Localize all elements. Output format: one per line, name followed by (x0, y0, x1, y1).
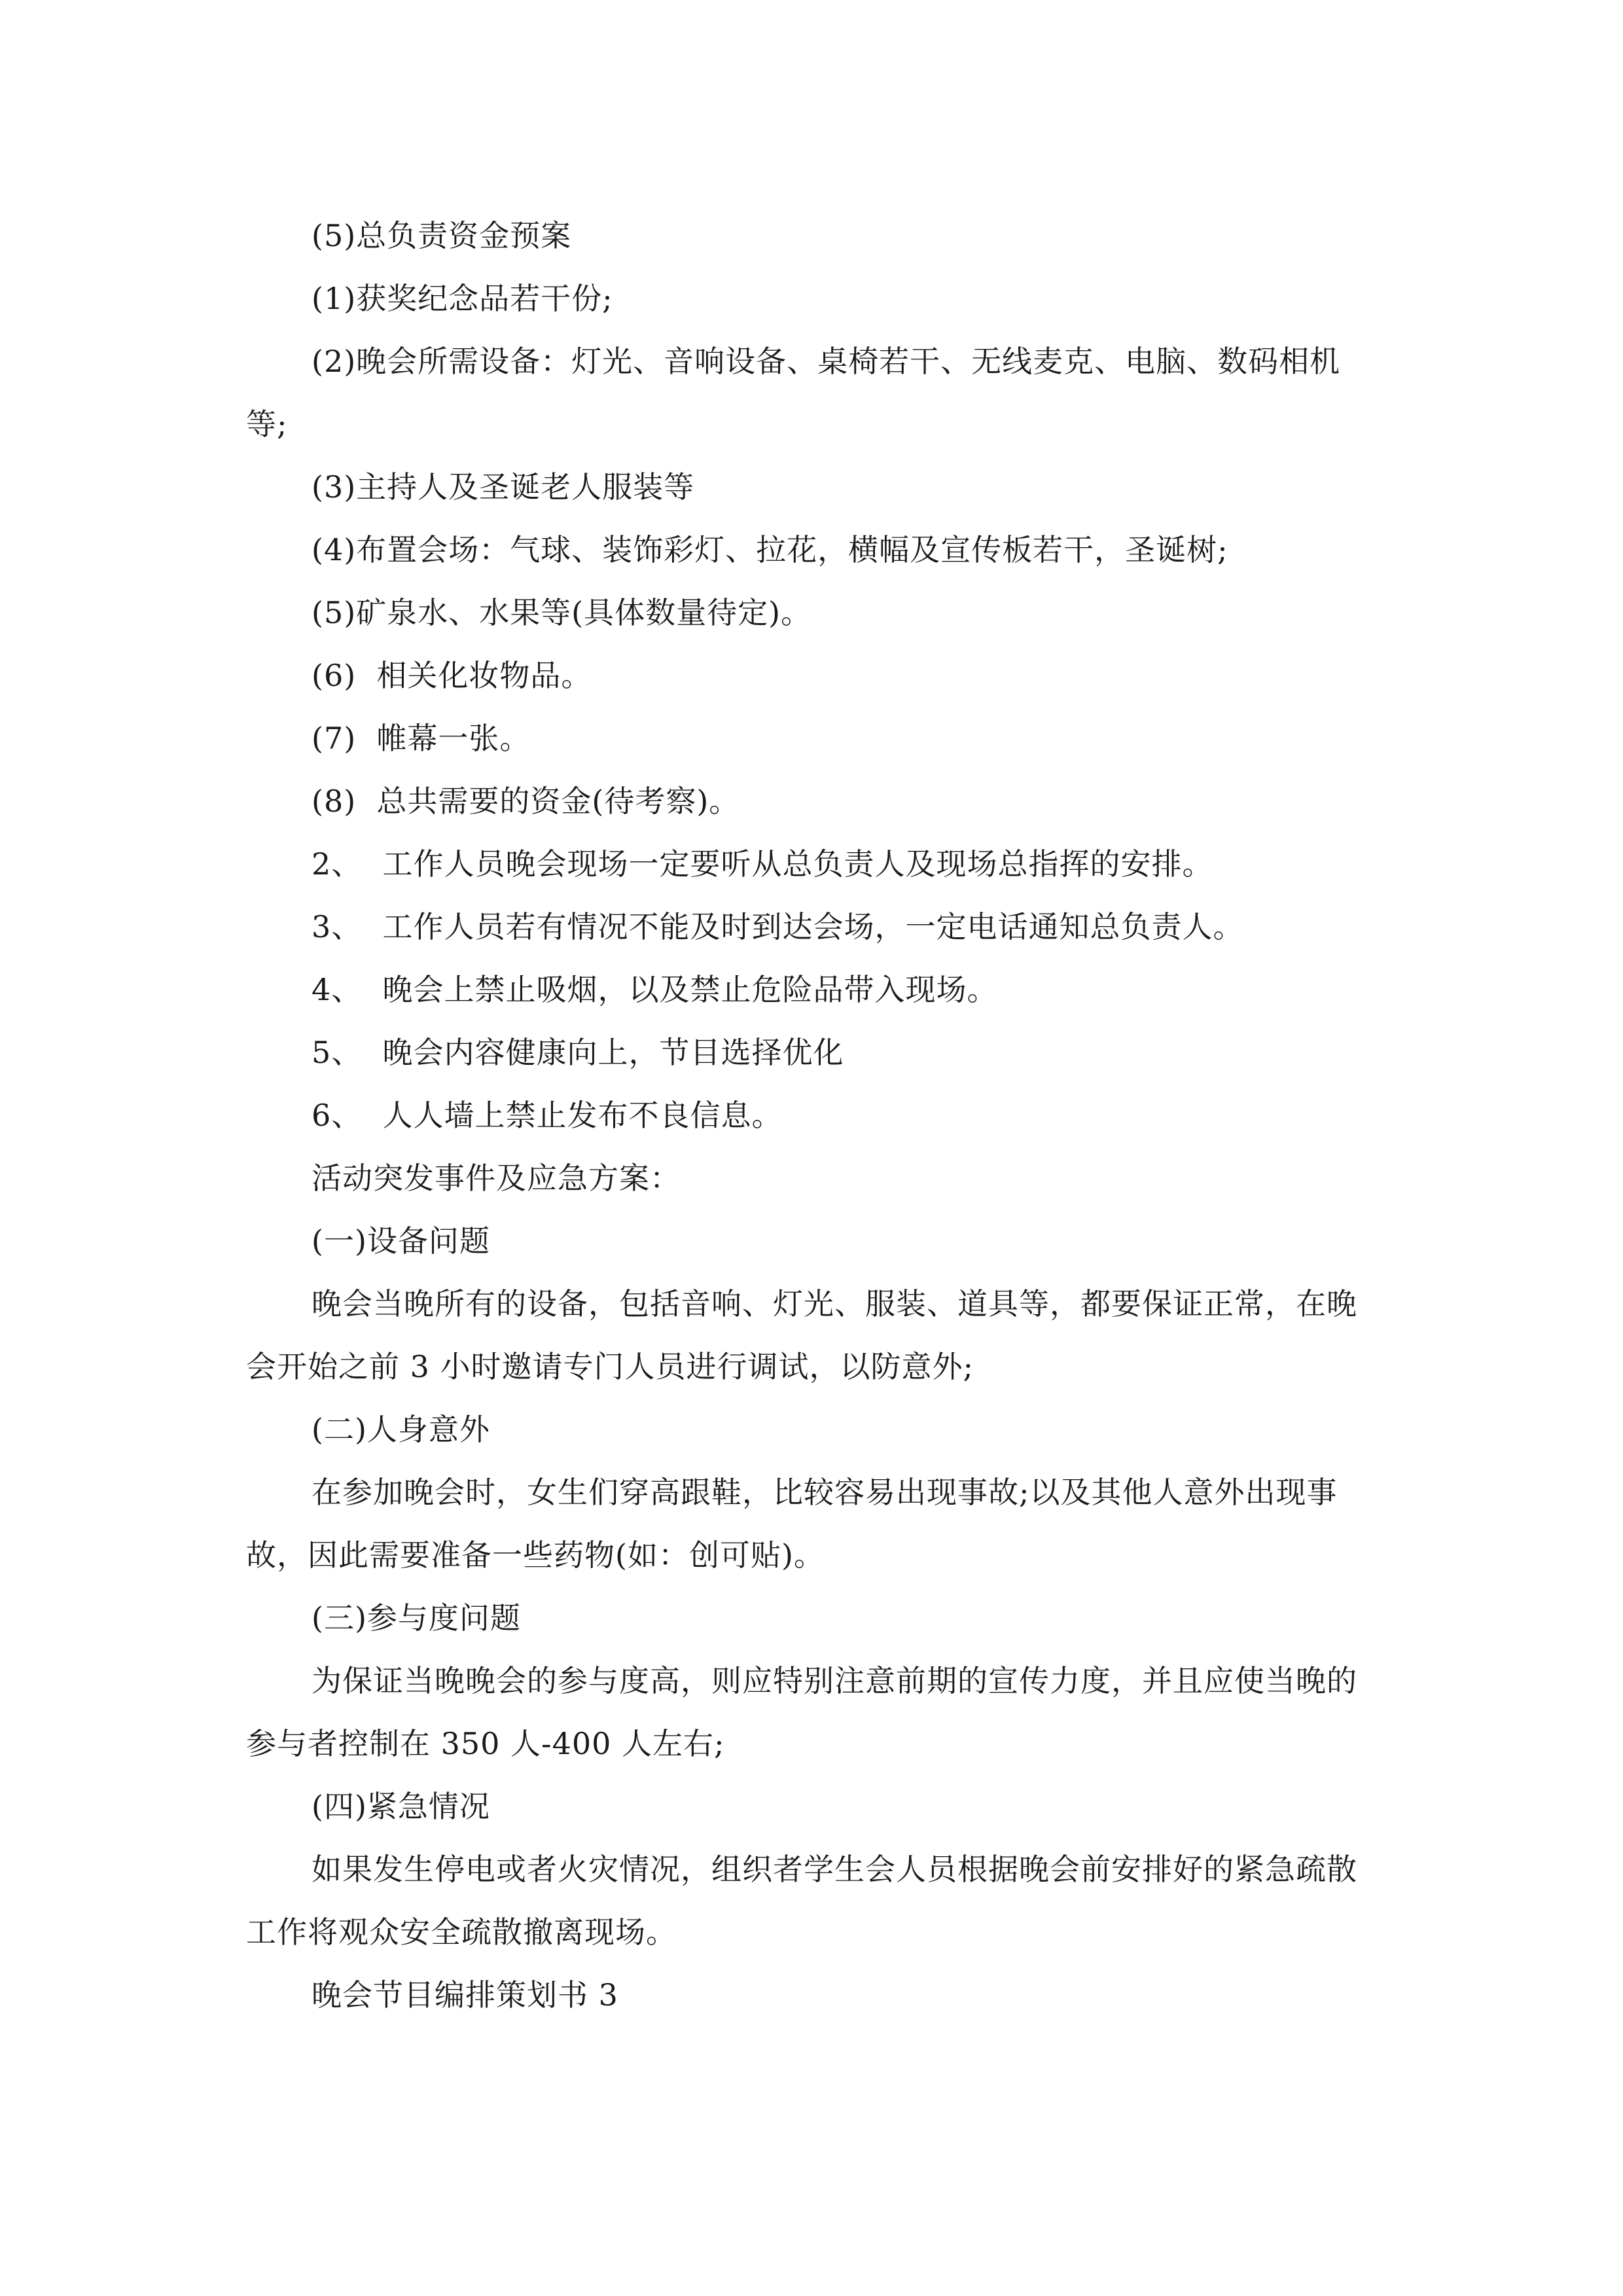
paragraph-rule-5: 5、 晚会内容健康向上，节目选择优化 (312, 1035, 844, 1070)
paragraph-emergency-situation-body: 如果发生停电或者火灾情况，组织者学生会人员根据晚会前安排好的紧急疏散工作将观众安全疏散撤离现场。 (246, 1852, 1357, 1950)
document-body (246, 204, 1380, 2026)
paragraph-item-curtain: (7) 帷幕一张。 (312, 721, 531, 756)
paragraph-rule-3: 3、 工作人员若有情况不能及时到达会场，一定电话通知总负责人。 (312, 909, 1244, 944)
paragraph-item-cosmetics: (6) 相关化妆物品。 (312, 658, 592, 693)
paragraph-emergency-situation-heading: (四)紧急情况 (312, 1789, 490, 1824)
paragraph-item-water-fruit: (5)矿泉水、水果等(具体数量待定)。 (312, 595, 812, 630)
paragraph-funding-plan-heading: (5)总负责资金预案 (312, 218, 572, 253)
paragraph-item-venue-decoration: (4)布置会场：气球、装饰彩灯、拉花，横幅及宣传板若干，圣诞树; (312, 532, 1228, 567)
paragraph-next-section-title: 晚会节目编排策划书 3 (312, 1977, 618, 2013)
paragraph-item-costumes: (3)主持人及圣诞老人服装等 (312, 469, 695, 505)
paragraph-participation-heading: (三)参与度问题 (312, 1600, 521, 1636)
paragraph-rule-6: 6、 人人墙上禁止发布不良信息。 (312, 1098, 783, 1133)
paragraph-participation-body: 为保证当晚晚会的参与度高，则应特别注意前期的宣传力度，并且应使当晚的参与者控制在 350 人-400 人左右; (246, 1663, 1357, 1761)
paragraph-item-souvenirs: (1)获奖纪念品若干份; (312, 281, 613, 316)
paragraph-item-equipment: (2)晚会所需设备：灯光、音响设备、桌椅若干、无线麦克、电脑、数码相机等; (246, 344, 1341, 442)
paragraph-equipment-issue-heading: (一)设备问题 (312, 1223, 490, 1259)
paragraph-equipment-issue-body: 晚会当晚所有的设备，包括音响、灯光、服装、道具等，都要保证正常，在晚会开始之前 3 小时邀请专门人员进行调试，以防意外; (246, 1286, 1357, 1384)
paragraph-personal-accident-heading: (二)人身意外 (312, 1412, 490, 1447)
paragraph-personal-accident-body: 在参加晚会时，女生们穿高跟鞋，比较容易出现事故;以及其他人意外出现事故，因此需要准备一些药物(如：创可贴)。 (246, 1475, 1338, 1573)
paragraph-rule-4: 4、 晚会上禁止吸烟，以及禁止危险品带入现场。 (312, 972, 998, 1007)
paragraph-rule-2: 2、 工作人员晚会现场一定要听从总负责人及现场总指挥的安排。 (312, 846, 1213, 882)
paragraph-emergency-heading: 活动突发事件及应急方案： (312, 1160, 681, 1196)
paragraph-item-total-funds: (8) 总共需要的资金(待考察)。 (312, 783, 740, 819)
